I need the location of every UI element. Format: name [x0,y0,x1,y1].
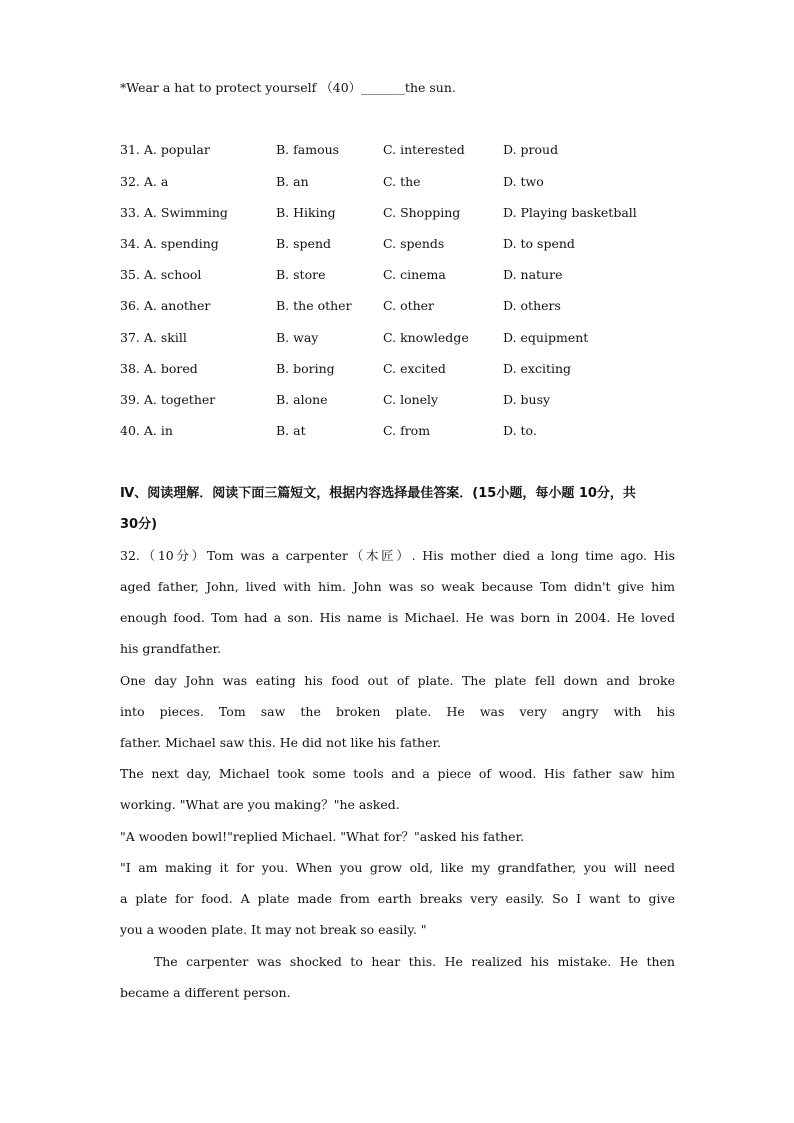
option-row [120,174,680,190]
option-row [120,330,680,346]
question-number: 35. [120,267,140,282]
option-a: A. school [143,267,202,282]
question-number: 34. [120,236,140,251]
passage-line: aged father, John, lived with him. John was so weak because Tom didn't give him [120,579,675,594]
option-b: B. an [276,174,309,189]
question-number: 32. [120,174,140,189]
option-a: A. bored [143,361,198,376]
passage-line: became a different person. [120,985,291,1000]
passage-line: his grandfather. [120,641,222,656]
option-d: D. busy [503,392,551,407]
option-d: D. others [503,298,561,313]
question-number: 40. [120,423,140,438]
question-number: 31. [120,142,140,157]
option-b: B. the other [276,298,352,313]
option-b: B. boring [276,361,335,376]
option-d: D. proud [503,142,559,157]
option-number-and-a [120,142,210,158]
option-c: C. Shopping [383,205,461,220]
option-b: B. Hiking [276,205,336,220]
option-c: C. excited [383,361,446,376]
option-d: D. exciting [503,361,572,376]
option-c: C. the [383,174,421,189]
option-b: B. way [276,330,319,345]
option-row [120,423,680,439]
passage-line: enough food. Tom had a son. His name is Michael. He was born in 2004. He loved [120,610,675,625]
passage-line: working. "What are you making？"he asked. [120,797,400,812]
option-b: B. alone [276,392,328,407]
option-number-and-a [120,174,168,190]
passage-line: into pieces. Tom saw the broken plate. He was very angry with his [120,704,675,719]
option-a: A. another [143,298,211,313]
option-row [120,142,680,158]
option-c: C. from [383,423,431,438]
option-a: A. popular [143,142,210,157]
option-row [120,361,680,377]
option-b: B. spend [276,236,331,251]
option-d: D. Playing basketball [503,205,637,220]
option-number-and-a [120,298,210,314]
option-number-and-a [120,392,215,408]
option-c: C. knowledge [383,330,469,345]
option-d: D. nature [503,267,563,282]
passage-line: One day John was eating his food out of plate. The plate fell down and broke [120,673,675,688]
section-heading-line-2: 30分) [120,517,158,532]
option-c: C. interested [383,142,465,157]
passage-line: "I am making it for you. When you grow old, like my grandfather, you will need [120,860,675,875]
section-heading-line-1: Ⅳ、阅读理解．阅读下面三篇短文，根据内容选择最佳答案．(15小题，每小题 10分，共 [120,486,636,501]
top-instruction: *Wear a hat to protect yourself （40）_______the sun. [120,80,456,95]
question-number: 39. [120,392,140,407]
passage-line: "A wooden bowl!"replied Michael. "What for？"asked his father. [120,829,525,844]
passage-line: 32.（10分）Tom was a carpenter（木匠）. His mother died a long time ago. His [120,548,675,563]
option-b: B. famous [276,142,340,157]
option-a: A. skill [143,330,187,345]
option-a: A. a [143,174,169,189]
option-a: A. in [143,423,173,438]
option-a: A. Swimming [143,205,228,220]
option-c: C. other [383,298,435,313]
option-d: D. two [503,174,544,189]
passage-line: father. Michael saw this. He did not like his father. [120,735,442,750]
passage-line: The next day, Michael took some tools and a piece of wood. His father saw him [120,766,675,781]
option-row [120,236,680,252]
option-c: C. cinema [383,267,446,282]
option-number-and-a [120,423,173,439]
passage-line: you a wooden plate. It may not break so easily. " [120,922,427,937]
option-a: A. spending [143,236,219,251]
option-number-and-a [120,361,198,377]
option-b: B. at [276,423,306,438]
option-d: D. equipment [503,330,589,345]
option-a: A. together [143,392,216,407]
option-row [120,267,680,283]
option-number-and-a [120,236,219,252]
option-d: D. to. [503,423,537,438]
question-number: 33. [120,205,140,220]
option-row [120,298,680,314]
option-number-and-a [120,267,201,283]
option-c: C. spends [383,236,445,251]
option-d: D. to spend [503,236,575,251]
option-b: B. store [276,267,326,282]
option-row [120,205,680,221]
option-number-and-a [120,205,228,221]
option-c: C. lonely [383,392,439,407]
question-number: 36. [120,298,140,313]
question-number: 38. [120,361,140,376]
passage-line: a plate for food. A plate made from earth breaks very easily. So I want to give [120,891,675,906]
question-number: 37. [120,330,140,345]
option-row [120,392,680,408]
option-number-and-a [120,330,187,346]
passage-line: The carpenter was shocked to hear this. He realized his mistake. He then [120,954,675,969]
